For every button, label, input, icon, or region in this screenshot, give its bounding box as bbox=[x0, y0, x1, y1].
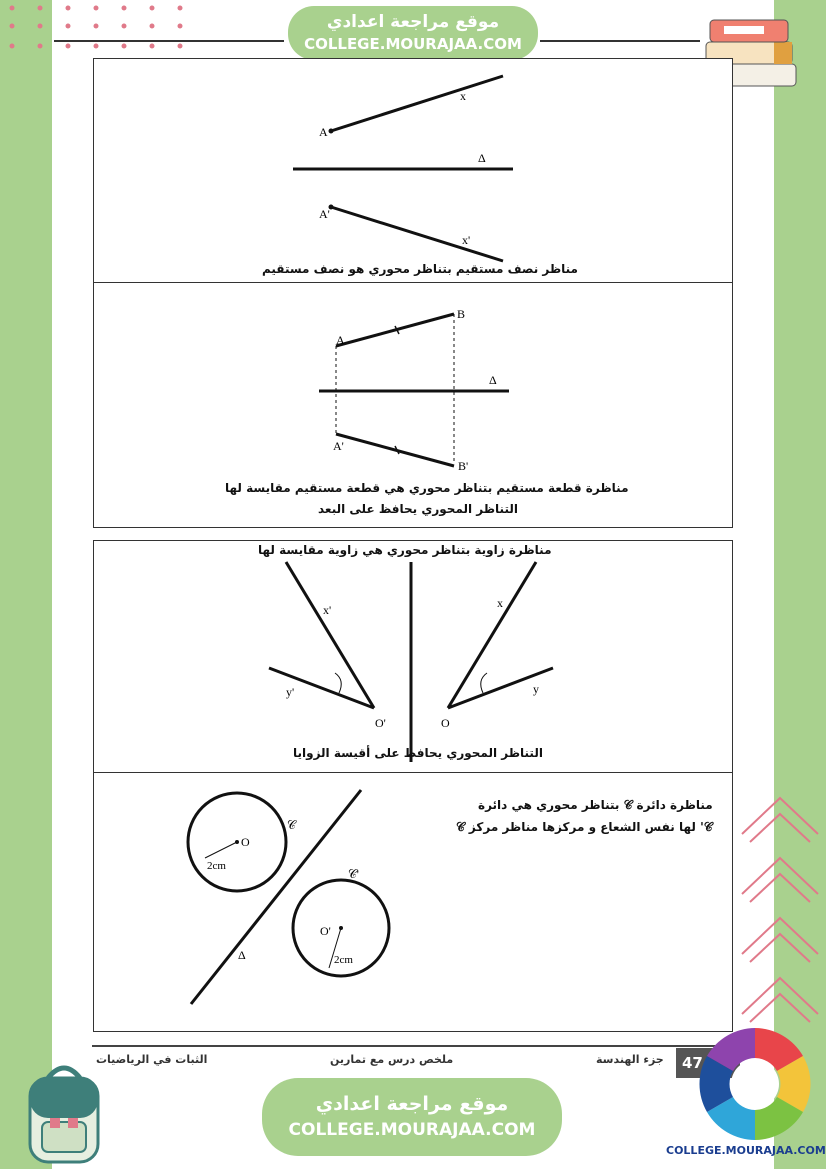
label-a-prime: A' bbox=[319, 207, 330, 221]
label-a: A bbox=[319, 125, 328, 139]
page-number: 47 bbox=[676, 1048, 740, 1078]
brand-wheel-icon bbox=[694, 1026, 816, 1142]
footer-site-ar: موقع مراجعة اعدادي bbox=[315, 1093, 509, 1115]
angle-caption-top: مناظرة زاوية بتناظر محوري هي زاوية مقايسة لها bbox=[258, 543, 552, 557]
label-a-prime-2: A' bbox=[333, 439, 344, 453]
label-o-3: O bbox=[441, 716, 450, 730]
label-r2: 2cm bbox=[334, 954, 353, 966]
label-delta: Δ bbox=[478, 151, 486, 165]
segment-ab bbox=[336, 314, 454, 346]
label-y-prime-3: y' bbox=[286, 685, 295, 699]
label-x-prime: x' bbox=[462, 233, 471, 247]
label-delta-4: Δ bbox=[238, 948, 246, 962]
radius-1 bbox=[205, 842, 237, 858]
segment-caption-2: التناظر المحوري يحافظ على البعد bbox=[318, 502, 518, 516]
ray-ox-prime bbox=[286, 562, 374, 708]
footer-rule bbox=[92, 1045, 734, 1047]
point-a bbox=[329, 129, 334, 134]
arc-angle bbox=[481, 673, 487, 693]
label-delta-2: Δ bbox=[489, 373, 497, 387]
angle-figure bbox=[93, 540, 733, 774]
header-site-ar: موقع مراجعة اعدادي bbox=[326, 12, 500, 32]
label-x-3: x bbox=[497, 596, 503, 610]
header-rule-left bbox=[54, 40, 284, 42]
label-c2: 𝒞' bbox=[348, 867, 359, 881]
footer-left: الثبات في الرياضيات bbox=[96, 1053, 208, 1066]
label-r1: 2cm bbox=[207, 860, 226, 872]
backpack-icon bbox=[14, 1058, 114, 1166]
segment-ab-prime bbox=[336, 434, 454, 466]
arc-angle-prime bbox=[335, 673, 341, 693]
header-banner[interactable] bbox=[288, 6, 538, 60]
label-x: x bbox=[460, 89, 466, 103]
label-b-prime-2: B' bbox=[458, 459, 469, 473]
label-a-2: A bbox=[336, 333, 345, 347]
half-line-caption: مناظر نصف مستقيم بتناظر محوري هو نصف مستقيم bbox=[262, 262, 578, 276]
half-line-figure bbox=[93, 58, 733, 284]
header-rule-right bbox=[540, 40, 700, 42]
label-y-3: y bbox=[533, 682, 539, 696]
label-b-2: B bbox=[457, 307, 466, 321]
footer-right: جزء الهندسة bbox=[596, 1053, 664, 1066]
label-o-prime-3: O' bbox=[375, 716, 386, 730]
angle-caption-bottom: التناظر المحوري يحافظ على أقيسة الزوايا bbox=[293, 746, 543, 760]
label-c1: 𝒞 bbox=[287, 818, 296, 832]
decorative-dots bbox=[0, 0, 210, 60]
segment-caption-1: مناظرة قطعة مستقيم بتناظر محوري هي قطعة مستقيم مقايسة لها bbox=[225, 481, 629, 495]
label-o2: O' bbox=[320, 924, 331, 938]
label-o1: O bbox=[241, 835, 250, 849]
header-site-url[interactable]: COLLEGE.MOURAJAA.COM bbox=[304, 35, 522, 53]
footer-center: ملخص درس مع تمارين bbox=[330, 1053, 454, 1066]
footer-site-url[interactable]: COLLEGE.MOURAJAA.COM bbox=[288, 1120, 536, 1140]
ray-ox bbox=[448, 562, 536, 708]
ray-ax bbox=[331, 76, 503, 131]
decorative-chevrons bbox=[734, 790, 826, 1030]
label-x-prime-3: x' bbox=[323, 603, 332, 617]
footer-banner[interactable] bbox=[262, 1078, 562, 1156]
ray-oy-prime bbox=[269, 668, 374, 708]
circle-caption-2: 𝒞' لها نفس الشعاع و مركزها مناظر مركز 𝒞 bbox=[456, 820, 713, 834]
circle-caption-1: مناظرة دائرة 𝒞 بتناظر محوري هي دائرة bbox=[478, 798, 713, 812]
axis-delta-4 bbox=[191, 790, 361, 1004]
ray-ax-prime bbox=[331, 207, 503, 261]
brand-logo-text: COLLEGE.MOURAJAA.COM bbox=[666, 1144, 826, 1157]
